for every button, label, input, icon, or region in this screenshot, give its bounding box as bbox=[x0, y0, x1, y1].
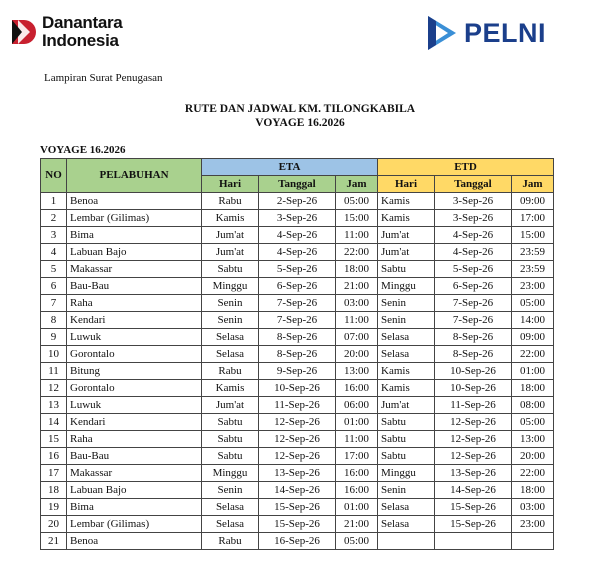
cell-etd-date: 12-Sep-26 bbox=[435, 448, 512, 465]
cell-eta-date: 7-Sep-26 bbox=[259, 295, 336, 312]
cell-etd-date: 7-Sep-26 bbox=[435, 295, 512, 312]
cell-eta-time: 20:00 bbox=[336, 346, 378, 363]
document-title: RUTE DAN JADWAL KM. TILONGKABILA bbox=[184, 103, 416, 115]
cell-no: 15 bbox=[41, 431, 67, 448]
cell-no: 5 bbox=[41, 261, 67, 278]
table-row bbox=[41, 499, 554, 516]
header-eta-time: Jam bbox=[336, 176, 378, 193]
table-row bbox=[41, 363, 554, 380]
cell-eta-day: Kamis bbox=[202, 210, 259, 227]
cell-port: Luwuk bbox=[67, 329, 202, 346]
cell-eta-day: Jum'at bbox=[202, 397, 259, 414]
cell-etd-date: 15-Sep-26 bbox=[435, 499, 512, 516]
cell-etd-time: 05:00 bbox=[512, 295, 554, 312]
cell-etd-date bbox=[435, 533, 512, 550]
cell-eta-date: 13-Sep-26 bbox=[259, 465, 336, 482]
cell-no: 13 bbox=[41, 397, 67, 414]
cell-eta-date: 12-Sep-26 bbox=[259, 414, 336, 431]
cell-eta-time: 18:00 bbox=[336, 261, 378, 278]
table-row bbox=[41, 227, 554, 244]
cell-eta-date: 15-Sep-26 bbox=[259, 499, 336, 516]
cell-etd-time: 05:00 bbox=[512, 414, 554, 431]
table-row bbox=[41, 533, 554, 550]
cell-eta-date: 7-Sep-26 bbox=[259, 312, 336, 329]
cell-etd-time: 20:00 bbox=[512, 448, 554, 465]
cell-etd-time: 09:00 bbox=[512, 193, 554, 210]
cell-etd-day: Sabtu bbox=[378, 448, 435, 465]
voyage-label: VOYAGE 16.2026 bbox=[40, 144, 126, 156]
cell-eta-day: Kamis bbox=[202, 380, 259, 397]
danantara-logo bbox=[10, 12, 150, 56]
cell-port: Luwuk bbox=[67, 397, 202, 414]
cell-etd-day: Senin bbox=[378, 295, 435, 312]
cell-port: Kendari bbox=[67, 312, 202, 329]
cell-etd-date: 12-Sep-26 bbox=[435, 414, 512, 431]
cell-etd-date: 10-Sep-26 bbox=[435, 363, 512, 380]
table-row bbox=[41, 448, 554, 465]
cell-etd-time: 22:00 bbox=[512, 465, 554, 482]
cell-eta-day: Jum'at bbox=[202, 227, 259, 244]
cell-etd-day: Minggu bbox=[378, 465, 435, 482]
header-eta: ETA bbox=[202, 159, 378, 176]
cell-eta-time: 11:00 bbox=[336, 227, 378, 244]
cell-eta-time: 16:00 bbox=[336, 465, 378, 482]
cell-no: 2 bbox=[41, 210, 67, 227]
document-subtitle: VOYAGE 16.2026 bbox=[255, 117, 345, 129]
header-eta-date: Tanggal bbox=[259, 176, 336, 193]
cell-eta-day: Senin bbox=[202, 482, 259, 499]
cell-eta-day: Jum'at bbox=[202, 244, 259, 261]
header-etd-time: Jam bbox=[512, 176, 554, 193]
cell-eta-time: 22:00 bbox=[336, 244, 378, 261]
cell-eta-date: 16-Sep-26 bbox=[259, 533, 336, 550]
cell-etd-day: Jum'at bbox=[378, 227, 435, 244]
cell-port: Makassar bbox=[67, 261, 202, 278]
cell-no: 17 bbox=[41, 465, 67, 482]
cell-etd-time: 01:00 bbox=[512, 363, 554, 380]
cell-eta-day: Sabtu bbox=[202, 431, 259, 448]
cell-etd-date: 14-Sep-26 bbox=[435, 482, 512, 499]
table-row bbox=[41, 414, 554, 431]
cell-etd-day: Selasa bbox=[378, 329, 435, 346]
cell-etd-day: Sabtu bbox=[378, 261, 435, 278]
cell-etd-day: Sabtu bbox=[378, 414, 435, 431]
header-no: NO bbox=[41, 159, 67, 193]
table-row bbox=[41, 329, 554, 346]
header-row-top bbox=[41, 159, 554, 176]
cell-no: 16 bbox=[41, 448, 67, 465]
cell-etd-time: 18:00 bbox=[512, 482, 554, 499]
cell-etd-time: 23:00 bbox=[512, 516, 554, 533]
cell-eta-date: 12-Sep-26 bbox=[259, 431, 336, 448]
cell-etd-date: 3-Sep-26 bbox=[435, 210, 512, 227]
cell-no: 19 bbox=[41, 499, 67, 516]
cell-eta-date: 8-Sep-26 bbox=[259, 329, 336, 346]
cell-no: 14 bbox=[41, 414, 67, 431]
cell-eta-day: Selasa bbox=[202, 346, 259, 363]
cell-etd-day: Jum'at bbox=[378, 244, 435, 261]
cell-eta-day: Rabu bbox=[202, 533, 259, 550]
table-row bbox=[41, 397, 554, 414]
cell-eta-date: 14-Sep-26 bbox=[259, 482, 336, 499]
pelni-mark-icon bbox=[424, 14, 460, 52]
cell-eta-time: 17:00 bbox=[336, 448, 378, 465]
cell-etd-time: 23:59 bbox=[512, 244, 554, 261]
cell-etd-date: 7-Sep-26 bbox=[435, 312, 512, 329]
cell-eta-date: 4-Sep-26 bbox=[259, 244, 336, 261]
table-row bbox=[41, 261, 554, 278]
pelni-logo bbox=[424, 14, 574, 54]
cell-no: 12 bbox=[41, 380, 67, 397]
cell-eta-time: 16:00 bbox=[336, 380, 378, 397]
cell-no: 7 bbox=[41, 295, 67, 312]
cell-eta-day: Minggu bbox=[202, 278, 259, 295]
pelni-wordmark: PELNI bbox=[464, 18, 547, 48]
table-row bbox=[41, 295, 554, 312]
cell-etd-day: Kamis bbox=[378, 193, 435, 210]
cell-etd-time: 18:00 bbox=[512, 380, 554, 397]
cell-no: 6 bbox=[41, 278, 67, 295]
schedule-body bbox=[41, 193, 554, 550]
table-row bbox=[41, 482, 554, 499]
cell-port: Gorontalo bbox=[67, 346, 202, 363]
cell-eta-date: 12-Sep-26 bbox=[259, 448, 336, 465]
header-etd-date: Tanggal bbox=[435, 176, 512, 193]
cell-eta-date: 4-Sep-26 bbox=[259, 227, 336, 244]
table-row bbox=[41, 380, 554, 397]
cell-eta-day: Rabu bbox=[202, 363, 259, 380]
cell-no: 8 bbox=[41, 312, 67, 329]
cell-port: Lembar (Gilimas) bbox=[67, 210, 202, 227]
cell-port: Raha bbox=[67, 295, 202, 312]
cell-eta-time: 13:00 bbox=[336, 363, 378, 380]
cell-etd-date: 8-Sep-26 bbox=[435, 329, 512, 346]
cell-etd-time: 15:00 bbox=[512, 227, 554, 244]
cell-eta-date: 2-Sep-26 bbox=[259, 193, 336, 210]
cell-etd-date: 13-Sep-26 bbox=[435, 465, 512, 482]
cell-etd-time: 17:00 bbox=[512, 210, 554, 227]
cell-etd-time: 03:00 bbox=[512, 499, 554, 516]
cell-eta-date: 11-Sep-26 bbox=[259, 397, 336, 414]
cell-etd-time bbox=[512, 533, 554, 550]
cell-eta-day: Sabtu bbox=[202, 448, 259, 465]
cell-etd-day: Senin bbox=[378, 482, 435, 499]
cell-no: 20 bbox=[41, 516, 67, 533]
cell-etd-day: Selasa bbox=[378, 499, 435, 516]
cell-etd-day: Kamis bbox=[378, 363, 435, 380]
cell-eta-time: 15:00 bbox=[336, 210, 378, 227]
cell-eta-time: 01:00 bbox=[336, 414, 378, 431]
cell-no: 11 bbox=[41, 363, 67, 380]
cell-eta-time: 03:00 bbox=[336, 295, 378, 312]
cell-no: 9 bbox=[41, 329, 67, 346]
cell-etd-day: Kamis bbox=[378, 380, 435, 397]
cell-eta-time: 21:00 bbox=[336, 278, 378, 295]
cell-eta-time: 05:00 bbox=[336, 533, 378, 550]
cell-etd-date: 4-Sep-26 bbox=[435, 227, 512, 244]
cell-etd-date: 5-Sep-26 bbox=[435, 261, 512, 278]
cell-eta-day: Sabtu bbox=[202, 414, 259, 431]
cell-eta-date: 15-Sep-26 bbox=[259, 516, 336, 533]
cell-eta-time: 11:00 bbox=[336, 431, 378, 448]
cell-port: Bitung bbox=[67, 363, 202, 380]
cell-port: Bima bbox=[67, 227, 202, 244]
schedule-table bbox=[40, 158, 554, 550]
cell-port: Raha bbox=[67, 431, 202, 448]
cell-no: 4 bbox=[41, 244, 67, 261]
cell-etd-day: Senin bbox=[378, 312, 435, 329]
cell-etd-date: 12-Sep-26 bbox=[435, 431, 512, 448]
cell-etd-date: 10-Sep-26 bbox=[435, 380, 512, 397]
danantara-mark-icon bbox=[10, 18, 38, 46]
danantara-line2: Indonesia bbox=[42, 31, 119, 50]
cell-etd-date: 3-Sep-26 bbox=[435, 193, 512, 210]
cell-port: Labuan Bajo bbox=[67, 244, 202, 261]
cell-eta-time: 01:00 bbox=[336, 499, 378, 516]
danantara-line1: Danantara bbox=[42, 13, 123, 32]
cell-etd-date: 4-Sep-26 bbox=[435, 244, 512, 261]
cell-etd-time: 13:00 bbox=[512, 431, 554, 448]
cell-eta-day: Minggu bbox=[202, 465, 259, 482]
cell-eta-day: Selasa bbox=[202, 329, 259, 346]
cell-eta-date: 10-Sep-26 bbox=[259, 380, 336, 397]
cell-etd-time: 23:00 bbox=[512, 278, 554, 295]
cell-etd-time: 14:00 bbox=[512, 312, 554, 329]
cell-etd-date: 6-Sep-26 bbox=[435, 278, 512, 295]
cell-eta-day: Senin bbox=[202, 295, 259, 312]
cell-port: Kendari bbox=[67, 414, 202, 431]
cell-etd-day: Jum'at bbox=[378, 397, 435, 414]
header-etd-day: Hari bbox=[378, 176, 435, 193]
cell-etd-time: 09:00 bbox=[512, 329, 554, 346]
cell-etd-day bbox=[378, 533, 435, 550]
cell-port: Benoa bbox=[67, 533, 202, 550]
cell-eta-day: Sabtu bbox=[202, 261, 259, 278]
cell-eta-date: 3-Sep-26 bbox=[259, 210, 336, 227]
cell-eta-date: 8-Sep-26 bbox=[259, 346, 336, 363]
cell-eta-time: 16:00 bbox=[336, 482, 378, 499]
cell-port: Labuan Bajo bbox=[67, 482, 202, 499]
cell-port: Benoa bbox=[67, 193, 202, 210]
cell-eta-date: 9-Sep-26 bbox=[259, 363, 336, 380]
cell-port: Bima bbox=[67, 499, 202, 516]
cell-eta-time: 07:00 bbox=[336, 329, 378, 346]
cell-etd-time: 23:59 bbox=[512, 261, 554, 278]
cell-etd-day: Selasa bbox=[378, 346, 435, 363]
cell-port: Bau-Bau bbox=[67, 278, 202, 295]
cell-etd-day: Sabtu bbox=[378, 431, 435, 448]
header-port: PELABUHAN bbox=[67, 159, 202, 193]
cell-port: Makassar bbox=[67, 465, 202, 482]
cell-eta-time: 21:00 bbox=[336, 516, 378, 533]
cell-etd-date: 11-Sep-26 bbox=[435, 397, 512, 414]
cell-eta-day: Selasa bbox=[202, 516, 259, 533]
cell-eta-date: 5-Sep-26 bbox=[259, 261, 336, 278]
table-row bbox=[41, 312, 554, 329]
cell-no: 10 bbox=[41, 346, 67, 363]
cell-no: 1 bbox=[41, 193, 67, 210]
cell-port: Lembar (Gilimas) bbox=[67, 516, 202, 533]
table-row bbox=[41, 346, 554, 363]
cell-no: 21 bbox=[41, 533, 67, 550]
table-row bbox=[41, 210, 554, 227]
attachment-label: Lampiran Surat Penugasan bbox=[44, 72, 163, 84]
cell-port: Bau-Bau bbox=[67, 448, 202, 465]
cell-eta-day: Selasa bbox=[202, 499, 259, 516]
header-eta-day: Hari bbox=[202, 176, 259, 193]
cell-etd-date: 8-Sep-26 bbox=[435, 346, 512, 363]
table-row bbox=[41, 244, 554, 261]
cell-eta-time: 11:00 bbox=[336, 312, 378, 329]
cell-etd-time: 08:00 bbox=[512, 397, 554, 414]
cell-no: 18 bbox=[41, 482, 67, 499]
cell-no: 3 bbox=[41, 227, 67, 244]
danantara-wordmark bbox=[42, 14, 122, 50]
cell-eta-day: Senin bbox=[202, 312, 259, 329]
cell-port: Gorontalo bbox=[67, 380, 202, 397]
table-row bbox=[41, 516, 554, 533]
cell-eta-time: 06:00 bbox=[336, 397, 378, 414]
table-row bbox=[41, 465, 554, 482]
cell-etd-time: 22:00 bbox=[512, 346, 554, 363]
header-etd: ETD bbox=[378, 159, 554, 176]
table-row bbox=[41, 193, 554, 210]
table-row bbox=[41, 278, 554, 295]
cell-etd-date: 15-Sep-26 bbox=[435, 516, 512, 533]
cell-eta-time: 05:00 bbox=[336, 193, 378, 210]
cell-etd-day: Kamis bbox=[378, 210, 435, 227]
cell-eta-day: Rabu bbox=[202, 193, 259, 210]
cell-etd-day: Selasa bbox=[378, 516, 435, 533]
cell-eta-date: 6-Sep-26 bbox=[259, 278, 336, 295]
cell-etd-day: Minggu bbox=[378, 278, 435, 295]
table-row bbox=[41, 431, 554, 448]
